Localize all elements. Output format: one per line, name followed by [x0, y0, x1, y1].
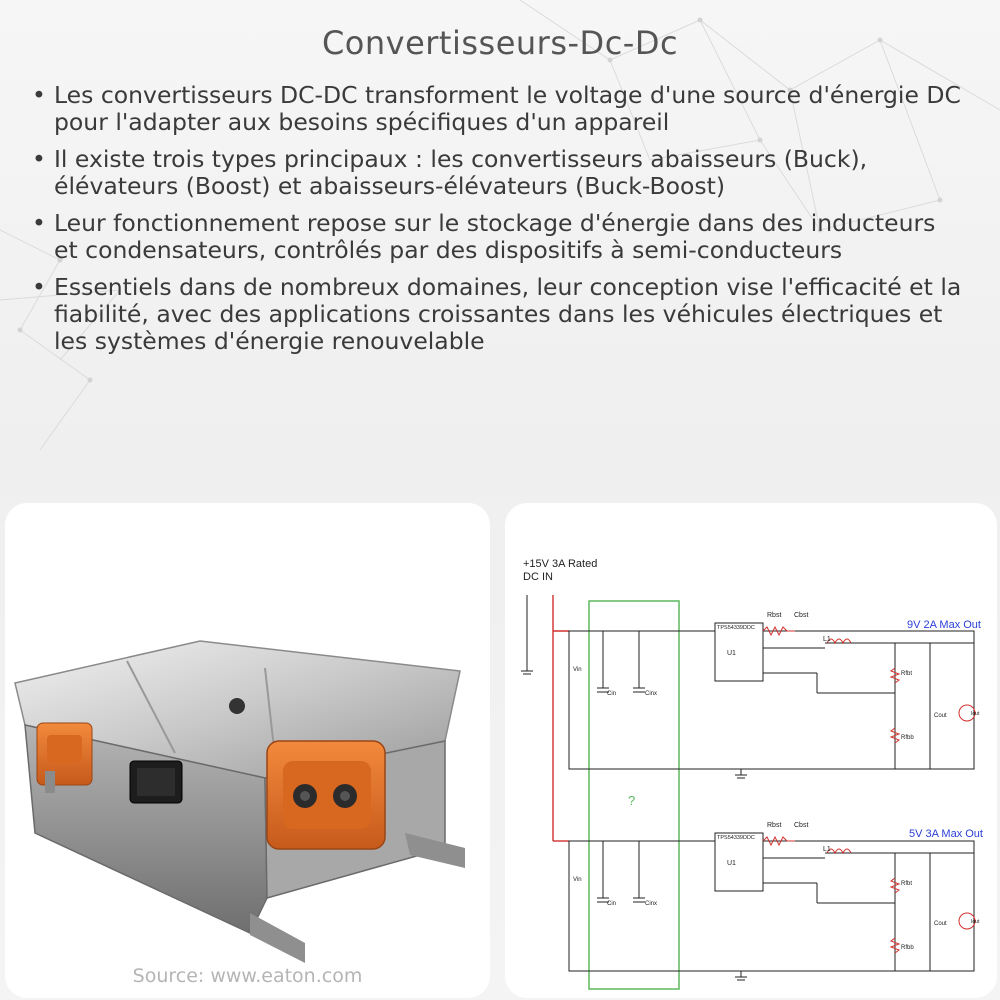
rbst-top: Rbst [767, 612, 782, 619]
question-mark: ? [628, 793, 636, 808]
ic-ref-bottom: U1 [727, 860, 736, 867]
rbst-bottom: Rbst [767, 822, 782, 829]
l1-top: L1 [823, 636, 831, 643]
product-image-card [5, 503, 490, 998]
bullet-item [32, 274, 962, 355]
bullet-dot: • [32, 273, 46, 301]
bullet-item [32, 210, 962, 264]
vin-bottom: Vin [573, 877, 582, 883]
bullet-item [32, 82, 962, 136]
bullet-text: Il existe trois types principaux : les convertisseurs abaisseurs (Buck), élévateurs (Boost) et abaisseurs-élévateurs (Buck-Boost) [54, 145, 868, 200]
ic-name-bottom: TPS54339DDC [717, 835, 755, 841]
schematic-card [505, 503, 997, 998]
bullet-list [32, 82, 962, 365]
orange-connector-left [37, 723, 92, 793]
cbst-bottom: Cbst [794, 822, 809, 829]
bullet-dot: • [32, 209, 46, 237]
converter-schematic [505, 503, 997, 998]
iout-bottom: Iout [971, 919, 980, 925]
cin-top: Cin [607, 691, 617, 697]
bullet-text: Leur fonctionnement repose sur le stockage d'énergie dans des inducteurs et condensateurs, contrôlés par des dispositifs à semi-conducteurs [54, 209, 936, 264]
cin-bottom: Cin [607, 901, 617, 907]
ic-ref-top: U1 [727, 650, 736, 657]
ic-name-top: TPS54339DDC [717, 625, 755, 631]
cout-bottom: Cout [934, 921, 947, 927]
bullet-item [32, 146, 962, 200]
rfbt-top: Rfbt [901, 671, 913, 677]
rfbt-bottom: Rfbt [901, 881, 913, 887]
bullet-text: Essentiels dans de nombreux domaines, leur conception vise l'efficacité et la fiabilité, avec des applications croissantes dans les véhicules électriques et les systèmes d'énergie renouvelable [54, 273, 962, 355]
input-label-2: DC IN [523, 571, 553, 583]
rfbb-top: Rfbb [901, 735, 914, 741]
vin-top: Vin [573, 667, 582, 673]
iout-top: Iout [971, 711, 980, 717]
cinx-bottom: Cinx [645, 901, 658, 907]
rfbb-bottom: Rfbb [901, 945, 914, 951]
cout-top: Cout [934, 713, 947, 719]
output-label-bottom: 5V 3A Max Out [909, 828, 983, 840]
image-source: Source: www.eaton.com [132, 965, 363, 987]
bullet-dot: • [32, 81, 46, 109]
bullet-text: Les convertisseurs DC-DC transforment le voltage d'une source d'énergie DC pour l'adapter aux besoins spécifiques d'un appareil [54, 81, 961, 136]
output-label-top: 9V 2A Max Out [907, 619, 981, 631]
cbst-top: Cbst [794, 612, 809, 619]
input-label-1: +15V 3A Rated [523, 558, 598, 570]
page-title: Convertisseurs-Dc-Dc [321, 24, 679, 62]
bullet-dot: • [32, 145, 46, 173]
converter-photo [5, 503, 490, 998]
cinx-top: Cinx [645, 691, 658, 697]
input-rail [553, 595, 569, 841]
orange-connector-right [267, 741, 385, 849]
l1-bottom: L1 [823, 846, 831, 853]
